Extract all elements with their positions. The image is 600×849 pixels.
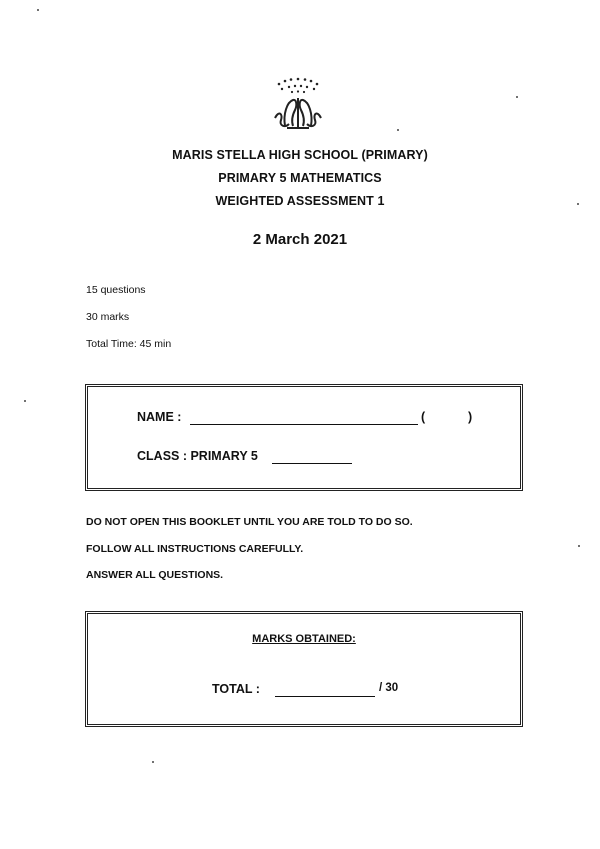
total-max: / 30: [379, 682, 399, 694]
instruction-2: FOLLOW ALL INSTRUCTIONS CAREFULLY.: [86, 543, 304, 555]
scan-speck: [397, 129, 399, 131]
total-field[interactable]: [275, 696, 375, 697]
close-paren: ): [468, 410, 473, 424]
scan-speck: [578, 545, 580, 547]
class-label: CLASS : PRIMARY 5: [137, 449, 258, 463]
name-field[interactable]: [190, 424, 418, 425]
school-name: MARIS STELLA HIGH SCHOOL (PRIMARY): [172, 148, 428, 162]
assessment-title: WEIGHTED ASSESSMENT 1: [215, 194, 385, 208]
question-count: 15 questions: [86, 284, 146, 296]
total-label: TOTAL :: [212, 682, 260, 696]
marks-box: [85, 611, 523, 727]
student-info-box: [85, 384, 523, 491]
scan-speck: [152, 761, 154, 763]
scan-speck: [37, 9, 39, 11]
scan-speck: [516, 96, 518, 98]
scan-speck: [24, 400, 26, 402]
instruction-3: ANSWER ALL QUESTIONS.: [86, 569, 224, 581]
scan-speck: [577, 203, 579, 205]
subject-title: PRIMARY 5 MATHEMATICS: [218, 171, 382, 185]
marks-obtained-title: MARKS OBTAINED:: [252, 633, 356, 645]
instruction-1: DO NOT OPEN THIS BOOKLET UNTIL YOU ARE TOLD TO DO SO.: [86, 516, 413, 528]
open-paren: (: [421, 410, 426, 424]
school-crest-logo: [265, 74, 331, 134]
class-field[interactable]: [272, 463, 352, 464]
exam-date: 2 March 2021: [252, 231, 348, 248]
name-label: NAME :: [137, 410, 182, 424]
total-marks: 30 marks: [86, 311, 130, 323]
total-time: Total Time: 45 min: [86, 338, 172, 350]
